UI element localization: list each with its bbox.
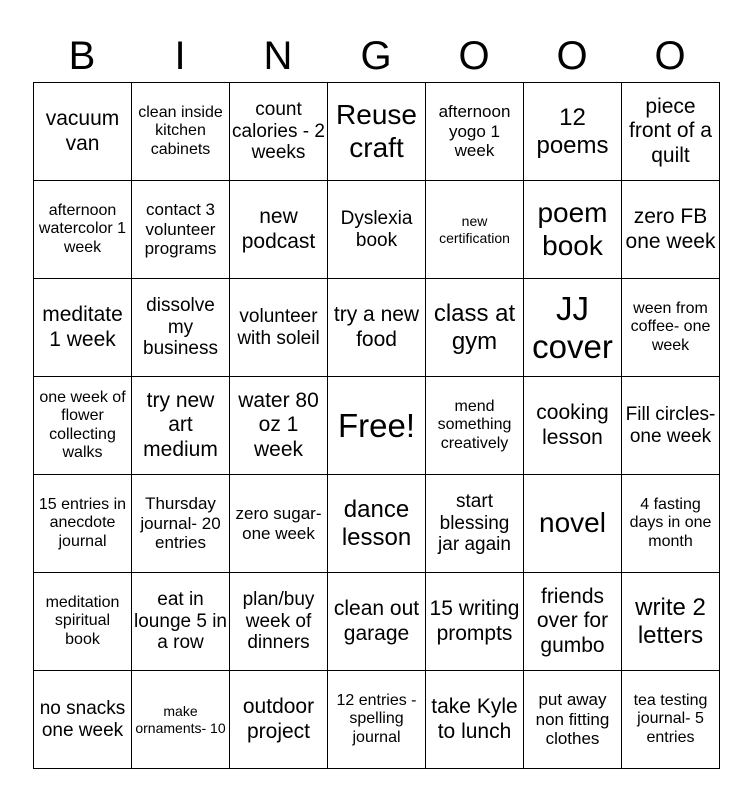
cell-text: 15 writing prompts — [429, 597, 520, 645]
bingo-cell[interactable] — [132, 475, 230, 573]
cell-text: friends over for gumbo — [536, 585, 609, 657]
cell-text: make ornaments- 10 — [135, 703, 226, 736]
bingo-cell[interactable] — [132, 279, 230, 377]
cell-text: mend something creatively — [437, 397, 512, 452]
cell-text: outdoor project — [242, 695, 315, 743]
bingo-cell[interactable] — [426, 279, 524, 377]
cell-text: 15 entries in anecdote journal — [38, 495, 127, 550]
cell-text: zero sugar- one week — [235, 503, 322, 543]
cell-text: Dyslexia book — [340, 207, 413, 251]
cell-text: meditate 1 week — [42, 303, 123, 351]
bingo-cell[interactable] — [230, 279, 328, 377]
cell-text: plan/buy week of dinners — [242, 588, 315, 654]
cell-text: cooking lesson — [536, 401, 609, 449]
bingo-cell[interactable] — [230, 181, 328, 279]
bingo-cell[interactable] — [524, 573, 622, 671]
bingo-cell[interactable] — [426, 83, 524, 181]
bingo-cell[interactable] — [34, 279, 132, 377]
bingo-cell[interactable] — [622, 279, 720, 377]
cell-text: put away non fitting clothes — [535, 690, 610, 749]
cell-text: new certification — [439, 213, 510, 246]
cell-text: ween from coffee- one week — [630, 299, 711, 354]
free-space-text: Free! — [337, 406, 416, 444]
cell-text: clean inside kitchen cabinets — [138, 103, 223, 158]
header-letter-o-3: O — [654, 34, 686, 78]
bingo-cell[interactable] — [230, 671, 328, 769]
bingo-cell[interactable] — [230, 573, 328, 671]
bingo-cell[interactable] — [132, 377, 230, 475]
cell-text: tea testing journal- 5 entries — [633, 691, 708, 746]
cell-text: vacuum van — [45, 107, 120, 155]
bingo-cell[interactable] — [132, 671, 230, 769]
bingo-cell[interactable] — [34, 181, 132, 279]
bingo-cell[interactable] — [426, 671, 524, 769]
bingo-grid — [33, 82, 720, 769]
cell-text: dissolve my business — [143, 294, 218, 360]
cell-text: 12 poems — [536, 103, 609, 159]
cell-text: new podcast — [241, 205, 316, 253]
cell-text: 12 entries -spelling journal — [336, 691, 417, 746]
bingo-cell[interactable] — [328, 83, 426, 181]
bingo-cell[interactable] — [524, 83, 622, 181]
header-letter-n: N — [263, 34, 293, 78]
bingo-header — [33, 30, 719, 82]
cell-text: Reuse craft — [336, 99, 417, 163]
cell-text: clean out garage — [333, 597, 420, 645]
bingo-cell[interactable] — [622, 671, 720, 769]
cell-text: contact 3 volunteer programs — [144, 200, 217, 259]
bingo-cell[interactable] — [622, 83, 720, 181]
header-letter-o-2: O — [556, 34, 588, 78]
cell-text: try new art medium — [143, 389, 218, 461]
cell-text: take Kyle to lunch — [431, 695, 518, 743]
cell-text: start blessing jar again — [438, 490, 511, 556]
bingo-cell[interactable] — [426, 573, 524, 671]
header-letter-b: B — [68, 34, 96, 78]
bingo-cell[interactable] — [328, 671, 426, 769]
bingo-cell[interactable] — [426, 475, 524, 573]
bingo-cell[interactable] — [34, 671, 132, 769]
bingo-cell[interactable] — [132, 573, 230, 671]
bingo-cell[interactable] — [34, 573, 132, 671]
bingo-cell[interactable] — [524, 475, 622, 573]
cell-text: meditation spiritual book — [45, 593, 120, 648]
cell-text: Fill circles- one week — [625, 403, 716, 447]
bingo-cell[interactable] — [230, 475, 328, 573]
free-space-cell[interactable] — [328, 377, 426, 475]
bingo-cell[interactable] — [524, 181, 622, 279]
cell-text: class at gym — [433, 299, 516, 355]
cell-text: water 80 oz 1 week — [238, 389, 319, 461]
bingo-cell[interactable] — [34, 83, 132, 181]
bingo-cell[interactable] — [426, 377, 524, 475]
bingo-cell[interactable] — [524, 377, 622, 475]
bingo-cell[interactable] — [230, 377, 328, 475]
bingo-cell[interactable] — [34, 475, 132, 573]
bingo-cell[interactable] — [328, 573, 426, 671]
bingo-cell[interactable] — [34, 377, 132, 475]
bingo-cell[interactable] — [328, 181, 426, 279]
cell-text: one week of flower collecting walks — [39, 388, 126, 461]
bingo-cell[interactable] — [328, 279, 426, 377]
cell-text: count calories - 2 weeks — [232, 98, 325, 164]
cell-text: novel — [539, 507, 606, 539]
bingo-cell[interactable] — [328, 475, 426, 573]
bingo-cell[interactable] — [132, 181, 230, 279]
cell-text: poem book — [537, 197, 608, 261]
cell-text: no snacks one week — [39, 697, 126, 741]
cell-text: volunteer with soleil — [237, 305, 320, 349]
bingo-cell[interactable] — [426, 181, 524, 279]
cell-text: eat in lounge 5 in a row — [134, 588, 227, 654]
cell-text: write 2 letters — [635, 593, 706, 649]
cell-text: JJ cover — [532, 289, 613, 365]
cell-text: 4 fasting days in one month — [629, 495, 712, 550]
cell-text: zero FB one week — [625, 205, 716, 253]
cell-text: afternoon watercolor 1 week — [38, 201, 127, 256]
bingo-cell[interactable] — [230, 83, 328, 181]
header-letter-o-1: O — [458, 34, 490, 78]
bingo-cell[interactable] — [622, 181, 720, 279]
cell-text: piece front of a quilt — [629, 95, 712, 167]
cell-text: Thursday journal- 20 entries — [140, 494, 221, 553]
bingo-cell[interactable] — [524, 279, 622, 377]
bingo-cell[interactable] — [622, 475, 720, 573]
bingo-cell[interactable] — [622, 377, 720, 475]
header-letter-i: I — [174, 34, 186, 78]
bingo-cell[interactable] — [132, 83, 230, 181]
cell-text: afternoon yogo 1 week — [438, 102, 511, 161]
bingo-cell[interactable] — [622, 573, 720, 671]
cell-text: try a new food — [333, 303, 420, 351]
header-letter-g: G — [360, 34, 392, 78]
cell-text: dance lesson — [341, 495, 412, 551]
bingo-cell[interactable] — [524, 671, 622, 769]
